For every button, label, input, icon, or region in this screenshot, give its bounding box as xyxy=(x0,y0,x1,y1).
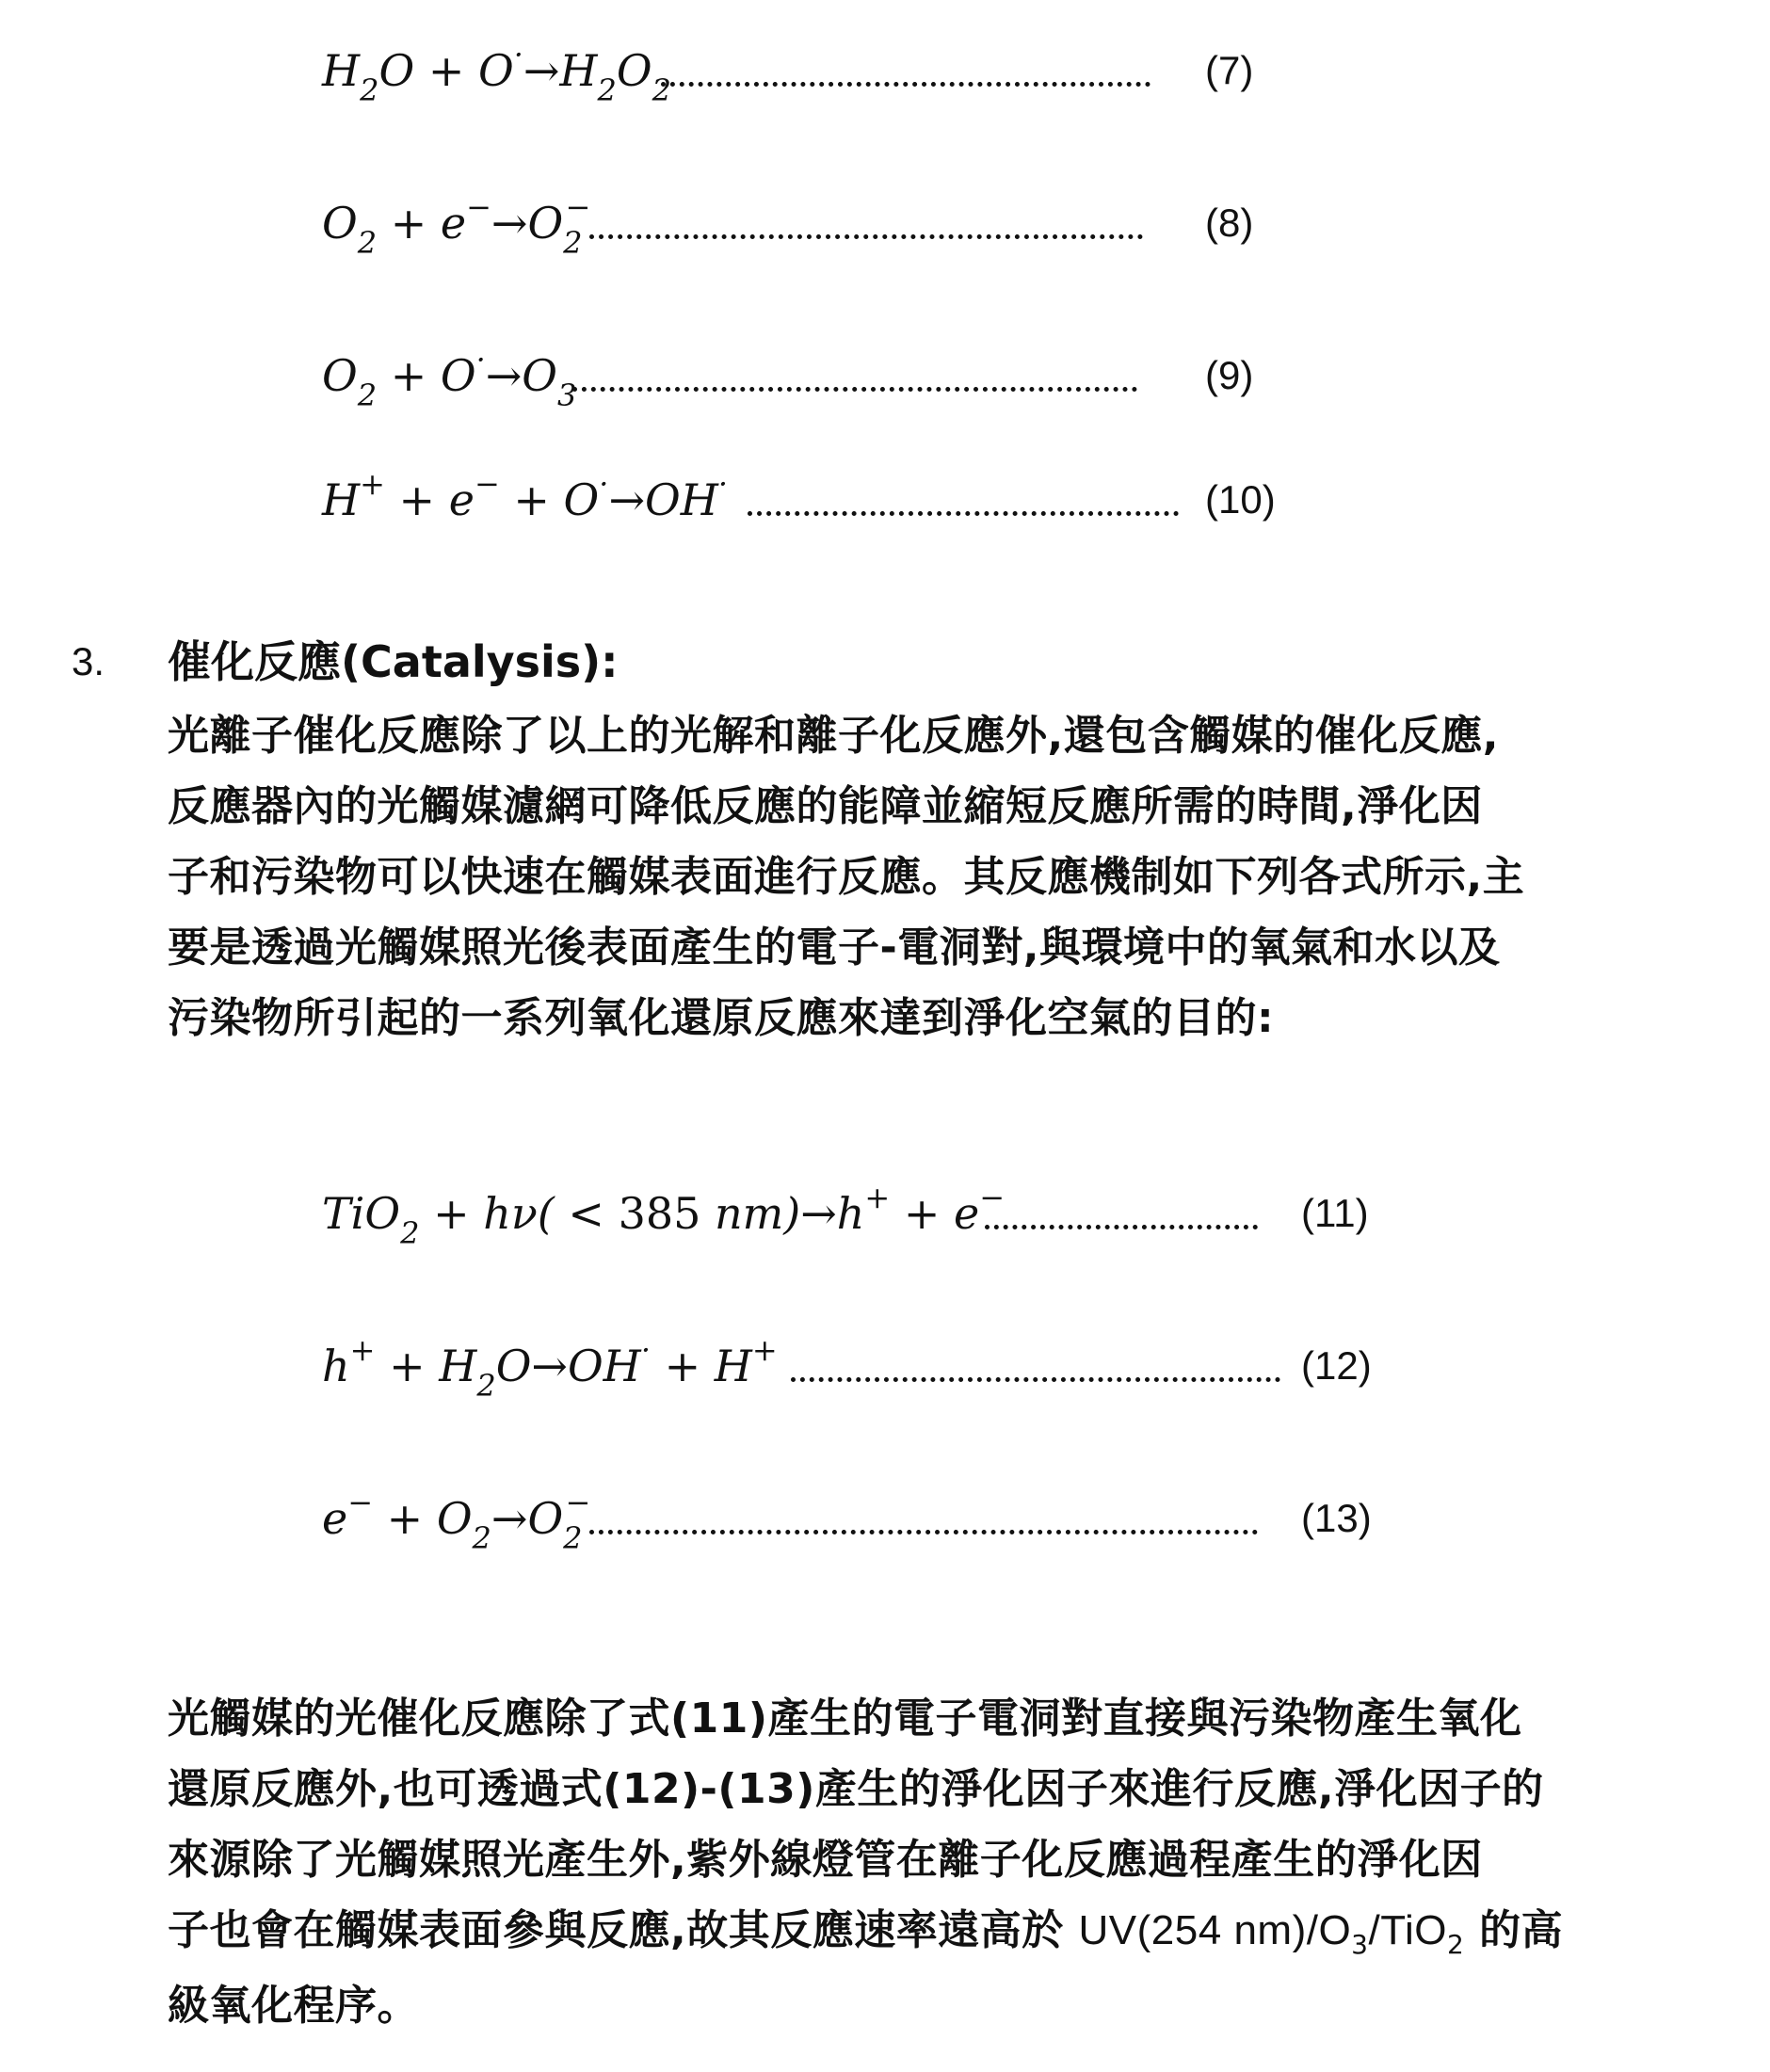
leader-dots xyxy=(791,1344,1280,1382)
paragraph-summary xyxy=(168,1683,1563,2041)
paragraph-line: 要是透過光觸媒照光後表面產生的電子-電洞對,與環境中的氧氣和水以及 xyxy=(168,924,1501,972)
section-number: 3. xyxy=(72,639,105,683)
equation-number: (11) xyxy=(1301,1191,1369,1235)
paragraph-line xyxy=(168,1895,1563,1970)
subscript: 2 xyxy=(1446,1929,1465,1960)
equation-number: (7) xyxy=(1205,48,1254,92)
paragraph-line: 還原反應外,也可透過式(12)-(13)產生的淨化因子來進行反應,淨化因子的 xyxy=(168,1765,1544,1813)
leader-dots xyxy=(661,49,1150,87)
equation-7: $H_2O + O^\cdot\to H_2O_2$ xyxy=(322,37,671,108)
equation-number: (10) xyxy=(1205,477,1276,522)
subscript: 3 xyxy=(1351,1929,1369,1960)
equation-number: (8) xyxy=(1205,201,1254,245)
leader-dots xyxy=(589,1497,1258,1534)
paragraph-line: 來源除了光觸媒照光產生外,紫外線燈管在離子化反應過程產生的淨化因 xyxy=(168,1836,1483,1884)
equation-13: $e^- + O_2\to O_2^-$ xyxy=(322,1485,591,1556)
line-text: 的高 xyxy=(1464,1906,1564,1954)
equation-9: $O_2 + O^\cdot\to O_3$ xyxy=(322,342,577,413)
leader-dots xyxy=(985,1192,1258,1229)
paragraph-line: 污染物所引起的一系列氧化還原反應來達到淨化空氣的目的: xyxy=(168,994,1275,1042)
formula-text: /TiO xyxy=(1368,1907,1447,1953)
equation-10: H+ + e− + O·→OH· xyxy=(322,466,728,525)
paragraph-line: 子和污染物可以快速在觸媒表面進行反應。其反應機制如下列各式所示,主 xyxy=(168,853,1525,901)
leader-dots xyxy=(589,201,1143,239)
equation-8: $O_2 + e^-\to O_2^-$ xyxy=(322,189,591,261)
line-text: 子也會在觸媒表面參與反應,故其反應速率遠高於 xyxy=(168,1906,1079,1954)
paragraph-intro xyxy=(168,700,1524,1053)
formula-text: UV(254 nm)/O xyxy=(1078,1907,1352,1953)
section-title: 催化反應(Catalysis): xyxy=(168,636,619,687)
paragraph-line: 反應器內的光觸媒濾網可降低反應的能障並縮短反應所需的時間,淨化因 xyxy=(168,782,1483,830)
equation-12: $h^+ + H_2O\to OH^\cdot + H^+$ xyxy=(322,1332,778,1404)
equation-number: (13) xyxy=(1301,1496,1372,1540)
equation-number: (12) xyxy=(1301,1343,1372,1388)
leader-dots xyxy=(572,354,1137,392)
leader-dots xyxy=(748,478,1179,516)
equation-number: (9) xyxy=(1205,353,1254,397)
paragraph-line: 級氧化程序。 xyxy=(168,1982,419,2030)
paragraph-line: 光觸媒的光催化反應除了式(11)產生的電子電洞對直接與污染物產生氧化 xyxy=(168,1695,1522,1743)
paragraph-line: 光離子催化反應除了以上的光解和離子化反應外,還包含觸媒的催化反應, xyxy=(168,712,1499,760)
equation-11: TiO$_2$ + hν( < 385 nm)→h+ + e− xyxy=(322,1180,1006,1251)
